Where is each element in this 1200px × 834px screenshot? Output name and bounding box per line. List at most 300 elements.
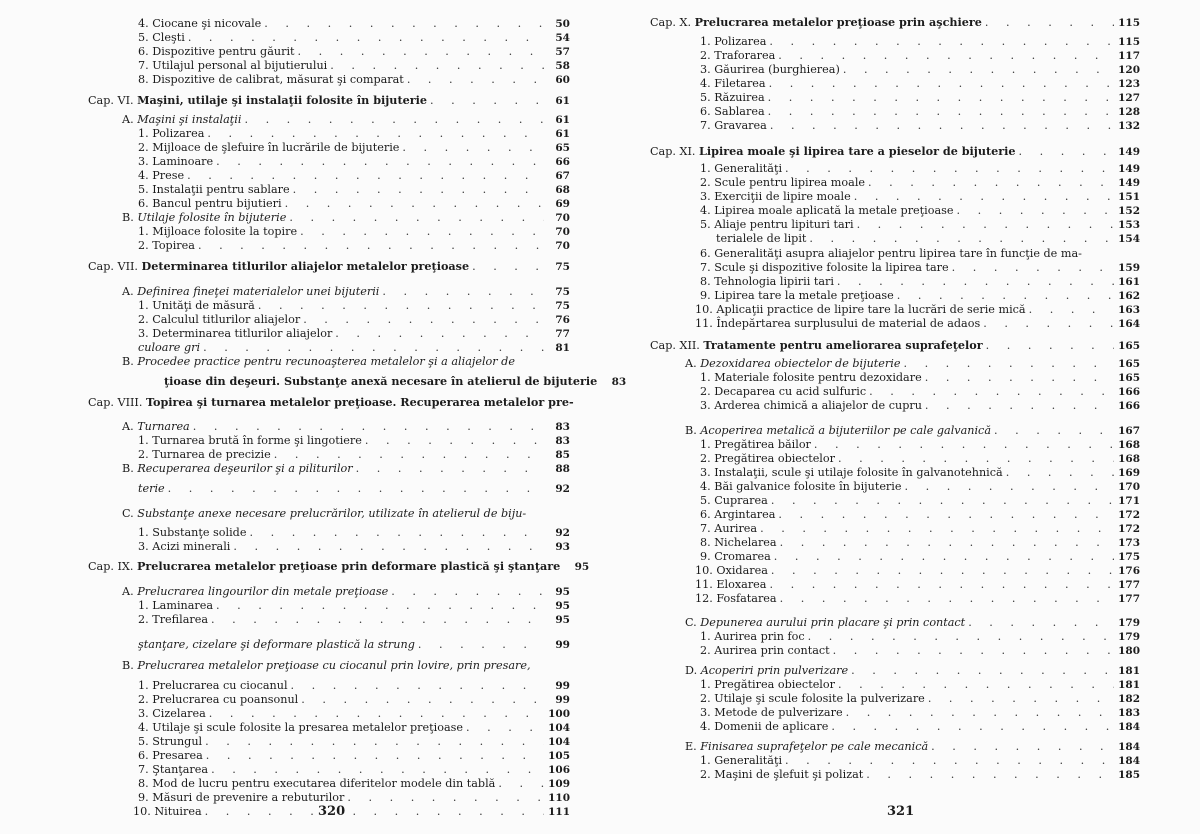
entry-number: Cap. VII.	[88, 260, 142, 273]
toc-entry-item[interactable]	[700, 385, 1140, 399]
toc-entry-item[interactable]	[700, 452, 1140, 466]
entry-page-number: 151	[1118, 191, 1140, 203]
toc-entry-item[interactable]	[138, 31, 570, 45]
toc-entry-item[interactable]	[695, 592, 1140, 606]
toc-entry-item[interactable]	[138, 327, 570, 341]
entry-number: 1.	[138, 299, 153, 312]
entry-page-number: 57	[555, 46, 570, 58]
toc-entry-item[interactable]	[138, 448, 570, 462]
toc-entry-item[interactable]	[700, 218, 1140, 232]
entry-page-number: 83	[555, 435, 570, 447]
entry-label	[700, 162, 782, 176]
dot-leader	[200, 341, 544, 355]
toc-entry-chapter[interactable]	[164, 374, 627, 388]
toc-entry-item[interactable]	[700, 35, 1140, 49]
entry-page-number: 117	[1118, 50, 1140, 62]
entry-number: 5.	[138, 183, 153, 196]
entry-page-number: 165	[1118, 358, 1140, 370]
dot-leader	[766, 578, 1114, 592]
entry-title: Filetarea	[714, 77, 766, 90]
toc-entry-item[interactable]	[138, 749, 570, 763]
entry-title: Utilaje şi scule folosite la presarea metalelor preţioase	[152, 721, 463, 734]
entry-number: B.	[122, 355, 138, 368]
section-title-line	[122, 659, 531, 673]
entry-number: Cap. IX.	[88, 560, 137, 573]
toc-entry-item[interactable]	[138, 679, 570, 693]
toc-entry-item[interactable]	[138, 127, 570, 141]
toc-entry-item[interactable]	[700, 91, 1140, 105]
page-number: 320	[318, 804, 346, 819]
entry-number: 3.	[700, 63, 715, 76]
dot-leader	[848, 664, 1114, 678]
entry-page-number: 165	[1118, 340, 1140, 352]
entry-page-number: 95	[555, 586, 570, 598]
entry-number: 8.	[138, 73, 153, 86]
dot-leader	[1026, 303, 1114, 317]
toc-entry-item[interactable]	[700, 706, 1140, 720]
toc-entry-section[interactable]	[138, 638, 570, 652]
dot-leader	[983, 339, 1114, 353]
entry-title: Gravarea	[714, 119, 767, 132]
entry-title: Topirea şi turnarea metalelor preţioase. Recuperarea metalelor pre-	[145, 395, 574, 409]
entry-title: Dispozitive de calibrat, măsurat şi comparat	[152, 73, 404, 86]
toc-entry-item[interactable]	[700, 63, 1140, 77]
toc-entry-item[interactable]	[700, 536, 1140, 550]
entry-title: Cleşti	[152, 31, 185, 44]
entry-page-number: 69	[555, 198, 570, 210]
entry-title: Recuperarea deşeurilor şi a piliturilor	[137, 462, 353, 475]
dot-leader	[854, 218, 1114, 232]
dot-leader	[190, 420, 544, 434]
entry-label	[138, 434, 362, 448]
entry-title: Maşini şi instalaţii	[137, 113, 242, 126]
dot-leader	[1016, 145, 1114, 159]
page-number: 321	[887, 804, 915, 819]
toc-entry-section[interactable]	[122, 285, 570, 299]
dot-leader	[782, 162, 1114, 176]
entry-number: A.	[122, 285, 138, 298]
toc-entry-item[interactable]	[138, 721, 570, 735]
entry-number: 1.	[700, 630, 715, 643]
dot-leader	[344, 791, 544, 805]
entry-number: 5.	[700, 91, 715, 104]
toc-entry-item[interactable]	[700, 692, 1140, 706]
dot-leader	[213, 155, 544, 169]
dot-leader	[777, 592, 1114, 606]
entry-number: A.	[122, 113, 138, 126]
entry-title: Presarea	[152, 749, 203, 762]
entry-page-number: 159	[1118, 262, 1140, 274]
toc-entry-item[interactable]	[138, 526, 570, 540]
entry-title: Prelucrarea cu poansonul	[152, 693, 299, 706]
entry-title: Aplicaţii practice de lipire tare la lucrări de serie mică	[716, 303, 1026, 316]
entry-number: 1.	[138, 679, 153, 692]
entry-label	[700, 644, 830, 658]
entry-number: 3.	[138, 540, 153, 553]
entry-number: Cap. XII.	[650, 339, 704, 352]
entry-title: Îndepărtarea surplusului de material de adaos	[716, 317, 981, 330]
toc-entry-item[interactable]	[695, 564, 1140, 578]
dot-leader	[202, 805, 544, 819]
toc-entry-item[interactable]	[138, 599, 570, 613]
entry-label	[138, 17, 261, 31]
entry-label	[700, 35, 766, 49]
entry-page-number: 180	[1118, 645, 1140, 657]
toc-entry-section[interactable]	[138, 341, 570, 355]
toc-entry-item[interactable]	[700, 494, 1140, 508]
toc-entry-item[interactable]	[133, 805, 570, 819]
entry-title: Generalităţi	[714, 754, 783, 767]
entry-number: 3.	[138, 155, 153, 168]
entry-page-number: 104	[548, 722, 570, 734]
toc-entry-item[interactable]	[138, 225, 570, 239]
entry-title: terialele de lipit	[716, 232, 807, 245]
entry-label	[138, 707, 206, 721]
entry-page-number: 83	[611, 376, 627, 388]
entry-number: 3.	[700, 706, 715, 719]
toc-entry-item[interactable]	[138, 239, 570, 253]
entry-number: 3.	[700, 190, 715, 203]
entry-label	[700, 630, 805, 644]
entry-label	[700, 536, 777, 550]
toc-entry-item[interactable]	[700, 466, 1140, 480]
toc-entry-item[interactable]	[138, 707, 570, 721]
entry-page-number: 165	[1118, 372, 1140, 384]
entry-title: Argintarea	[714, 508, 776, 521]
toc-entry-section[interactable]	[122, 211, 570, 225]
toc-entry-item[interactable]	[700, 371, 1140, 385]
toc-entry-item[interactable]	[138, 169, 570, 183]
entry-label	[695, 592, 777, 606]
dot-leader	[982, 16, 1114, 30]
entry-number: D.	[685, 664, 701, 677]
dot-leader	[775, 49, 1114, 63]
dot-leader	[388, 585, 544, 599]
entry-page-number: 104	[548, 736, 570, 748]
toc-entry-item[interactable]	[700, 630, 1140, 644]
section-title-line	[122, 507, 526, 521]
entry-number: 7.	[138, 59, 153, 72]
entry-page-number: 95	[555, 614, 570, 626]
entry-title: Eloxarea	[716, 578, 767, 591]
toc-entry-item[interactable]	[695, 303, 1140, 317]
toc-entry-item[interactable]	[700, 550, 1140, 564]
entry-label	[700, 768, 863, 782]
dot-leader	[255, 299, 544, 313]
toc-entry-item[interactable]	[138, 540, 570, 554]
toc-entry-item[interactable]	[138, 613, 570, 627]
entry-number: 3.	[700, 466, 715, 479]
dot-leader	[203, 749, 544, 763]
entry-label	[138, 735, 202, 749]
entry-title: Determinarea titlurilor aliajelor	[152, 327, 333, 340]
entry-page-number: 179	[1118, 631, 1140, 643]
entry-number: 2.	[700, 385, 715, 398]
toc-entry-item[interactable]	[700, 49, 1140, 63]
entry-title: Pregătirea obiectelor	[714, 452, 835, 465]
toc-entry-chapter[interactable]	[88, 259, 570, 273]
entry-title: Instalaţii, scule şi utilaje folosite în galvanotehnică	[714, 466, 1003, 479]
toc-entry-item[interactable]	[138, 777, 570, 791]
entry-number: 6.	[700, 105, 715, 118]
entry-number: B.	[122, 211, 138, 224]
toc-entry-item[interactable]	[138, 197, 570, 211]
entry-number: 6.	[138, 197, 153, 210]
dot-leader	[949, 261, 1114, 275]
entry-label	[700, 77, 766, 91]
dot-leader	[353, 462, 544, 476]
entry-label	[700, 275, 834, 289]
toc-entry-section[interactable]	[685, 740, 1140, 754]
entry-page-number: 167	[1118, 425, 1140, 437]
toc-entry-item[interactable]	[138, 735, 570, 749]
entry-label	[700, 176, 865, 190]
entry-title: Maşini, utilaje şi instalaţii folosite în bijuterie	[137, 93, 427, 107]
toc-entry-item[interactable]	[138, 141, 570, 155]
entry-page-number: 67	[555, 170, 570, 182]
dot-leader	[1003, 466, 1114, 480]
entry-label	[88, 93, 427, 108]
dot-leader	[765, 91, 1114, 105]
entry-number: Cap. VI.	[88, 94, 138, 107]
entry-title: Definirea fineţei materialelor unei bijuterii	[137, 285, 380, 298]
entry-number: 8.	[700, 275, 715, 288]
entry-page-number: 171	[1118, 495, 1140, 507]
toc-entry-item[interactable]	[695, 317, 1140, 331]
entry-page-number: 183	[1118, 707, 1140, 719]
entry-title: Traforarea	[714, 49, 776, 62]
dot-leader	[282, 197, 544, 211]
toc-entry-chapter[interactable]	[650, 338, 1140, 352]
entry-label	[138, 225, 297, 239]
entry-label	[700, 399, 922, 413]
entry-page-number: 128	[1118, 106, 1140, 118]
entry-page-number: 83	[555, 421, 570, 433]
entry-page-number: 99	[555, 694, 570, 706]
entry-title: Prelucrarea metalelor preţioase cu ciocanul prin lovire, prin presare,	[137, 659, 531, 672]
toc-entry-item[interactable]	[700, 508, 1140, 522]
toc-entry-item[interactable]	[700, 77, 1140, 91]
entry-title: Scule pentru lipirea moale	[714, 176, 866, 189]
dot-leader	[830, 644, 1114, 658]
entry-number: 4.	[138, 721, 153, 734]
entry-number: 2.	[138, 313, 153, 326]
dot-leader	[771, 550, 1114, 564]
entry-number: B.	[685, 424, 701, 437]
toc-entry-item[interactable]	[700, 480, 1140, 494]
entry-title: Ştanţarea	[152, 763, 209, 776]
dot-leader	[851, 190, 1114, 204]
entry-page-number: 92	[555, 483, 570, 495]
toc-entry-item[interactable]	[700, 720, 1140, 734]
toc-entry-chapter[interactable]	[88, 559, 590, 573]
entry-number: 11.	[695, 578, 717, 591]
dot-leader	[954, 204, 1114, 218]
entry-page-number: 181	[1118, 679, 1140, 691]
entry-page-number: 177	[1118, 579, 1140, 591]
entry-title: Aurirea prin foc	[714, 630, 805, 643]
entry-page-number: 166	[1118, 400, 1140, 412]
toc-entry-section[interactable]	[685, 424, 1140, 438]
toc-entry-item[interactable]	[138, 183, 570, 197]
toc-entry-section[interactable]	[122, 113, 570, 127]
entry-page-number: 149	[1118, 163, 1140, 175]
entry-page-number: 95	[555, 600, 570, 612]
toc-entry-item[interactable]	[138, 299, 570, 313]
entry-title: Finisarea suprafeţelor pe cale mecanică	[700, 740, 929, 753]
toc-entry-item[interactable]	[700, 119, 1140, 133]
toc-entry-item[interactable]	[138, 791, 570, 805]
toc-entry-item[interactable]	[700, 176, 1140, 190]
entry-number: 10.	[695, 303, 717, 316]
toc-entry-item[interactable]	[138, 763, 570, 777]
entry-page-number: 75	[555, 261, 570, 273]
dot-leader	[777, 536, 1114, 550]
toc-entry-section[interactable]	[685, 616, 1140, 630]
entry-page-number: 166	[1118, 386, 1140, 398]
dot-leader	[362, 434, 544, 448]
toc-entry-item[interactable]	[700, 678, 1140, 692]
toc-entry-item[interactable]	[138, 155, 570, 169]
toc-entry-item[interactable]	[700, 754, 1140, 768]
entry-page-number: 61	[555, 128, 570, 140]
entry-title: Prese	[152, 169, 185, 182]
entry-page-number: 81	[555, 342, 570, 354]
entry-page-number: 123	[1118, 78, 1140, 90]
dot-leader	[928, 740, 1114, 754]
toc-entry-item[interactable]	[700, 261, 1140, 275]
dot-leader	[991, 424, 1114, 438]
entry-title: Sablarea	[714, 105, 765, 118]
entry-label	[138, 169, 184, 183]
toc-entry-item[interactable]	[138, 313, 570, 327]
entry-number: 2.	[700, 768, 715, 781]
toc-entry-item[interactable]	[700, 768, 1140, 782]
toc-entry-item[interactable]	[700, 644, 1140, 658]
toc-entry-section[interactable]	[685, 357, 1140, 371]
entry-label	[138, 613, 208, 627]
entry-label	[138, 341, 200, 355]
entry-page-number: 163	[1118, 304, 1140, 316]
entry-page-number: 100	[548, 708, 570, 720]
entry-title: Arderea chimică a aliajelor de cupru	[714, 399, 922, 412]
dot-leader	[288, 679, 544, 693]
toc-entry-item[interactable]	[700, 162, 1140, 176]
dot-leader	[900, 357, 1114, 371]
dot-leader	[290, 183, 544, 197]
toc-entry-item[interactable]	[700, 399, 1140, 413]
toc-entry-chapter[interactable]	[650, 144, 1140, 158]
entry-page-number: 173	[1118, 537, 1140, 549]
entry-page-number: 50	[555, 18, 570, 30]
entry-title: Prelucrarea cu ciocanul	[152, 679, 288, 692]
entry-label	[700, 692, 925, 706]
toc-entry-item[interactable]	[700, 289, 1140, 303]
dot-leader	[922, 399, 1114, 413]
toc-entry-item[interactable]	[716, 232, 1140, 246]
toc-entry-item[interactable]	[700, 204, 1140, 218]
toc-entry-section[interactable]	[122, 420, 570, 434]
entry-label	[695, 578, 766, 592]
entry-label	[88, 559, 560, 574]
toc-entry-item[interactable]	[695, 578, 1140, 592]
dot-leader	[840, 63, 1114, 77]
toc-entry-item[interactable]	[138, 434, 570, 448]
entry-number: 1.	[138, 434, 153, 447]
entry-label	[700, 49, 775, 63]
toc-entry-item[interactable]	[700, 275, 1140, 289]
toc-entry-section[interactable]	[122, 585, 570, 599]
entry-number: 2.	[138, 141, 153, 154]
dot-leader	[195, 239, 544, 253]
entry-page-number: 58	[555, 60, 570, 72]
entry-title: Aliaje pentru lipituri tari	[714, 218, 854, 231]
section-title-line	[122, 355, 515, 369]
toc-entry-section[interactable]	[122, 462, 570, 476]
toc-entry-item[interactable]	[138, 693, 570, 707]
entry-page-number: 184	[1118, 755, 1140, 767]
entry-number: 7.	[700, 119, 715, 132]
toc-entry-chapter[interactable]	[650, 15, 1140, 29]
toc-entry-item[interactable]	[138, 45, 570, 59]
entry-label	[700, 706, 843, 720]
entry-number: 9.	[138, 791, 153, 804]
toc-entry-section[interactable]	[138, 482, 570, 496]
entry-page-number: 132	[1118, 120, 1140, 132]
entry-label	[138, 127, 204, 141]
toc-entry-item[interactable]	[700, 438, 1140, 452]
entry-label	[138, 45, 295, 59]
toc-entry-item[interactable]	[700, 522, 1140, 536]
entry-label	[138, 448, 271, 462]
dot-leader	[811, 438, 1114, 452]
toc-entry-item[interactable]	[700, 105, 1140, 119]
entry-page-number: 152	[1118, 205, 1140, 217]
entry-page-number: 172	[1118, 509, 1140, 521]
toc-entry-item[interactable]	[138, 59, 570, 73]
dot-leader	[261, 17, 544, 31]
dot-leader	[805, 630, 1114, 644]
entry-label	[122, 285, 379, 299]
entry-label	[138, 141, 399, 155]
entry-page-number: 168	[1118, 453, 1140, 465]
entry-page-number: 153	[1118, 219, 1140, 231]
dot-leader	[246, 526, 544, 540]
entry-title: Instalaţii pentru sablare	[152, 183, 290, 196]
toc-entry-section[interactable]	[685, 664, 1140, 678]
toc-entry-chapter[interactable]	[88, 93, 570, 107]
toc-entry-item[interactable]	[138, 73, 570, 87]
entry-title: Utilaje şi scule folosite la pulverizare	[714, 692, 925, 705]
entry-label	[138, 59, 327, 73]
entry-number: Cap. XI.	[650, 145, 699, 158]
entry-label	[138, 679, 288, 693]
entry-number: 2.	[138, 693, 153, 706]
entry-page-number: 77	[555, 328, 570, 340]
entry-page-number: 177	[1118, 593, 1140, 605]
entry-page-number: 115	[1118, 36, 1140, 48]
dot-leader	[925, 692, 1114, 706]
dot-leader	[757, 522, 1114, 536]
entry-number: 2.	[138, 448, 153, 461]
entry-page-number: 172	[1118, 523, 1140, 535]
entry-page-number: 109	[548, 778, 570, 790]
toc-entry-item[interactable]	[138, 17, 570, 31]
entry-title: Cizelarea	[152, 707, 206, 720]
toc-entry-item[interactable]	[700, 190, 1140, 204]
entry-page-number: 168	[1118, 439, 1140, 451]
entry-title: Dispozitive pentru găurit	[152, 45, 295, 58]
